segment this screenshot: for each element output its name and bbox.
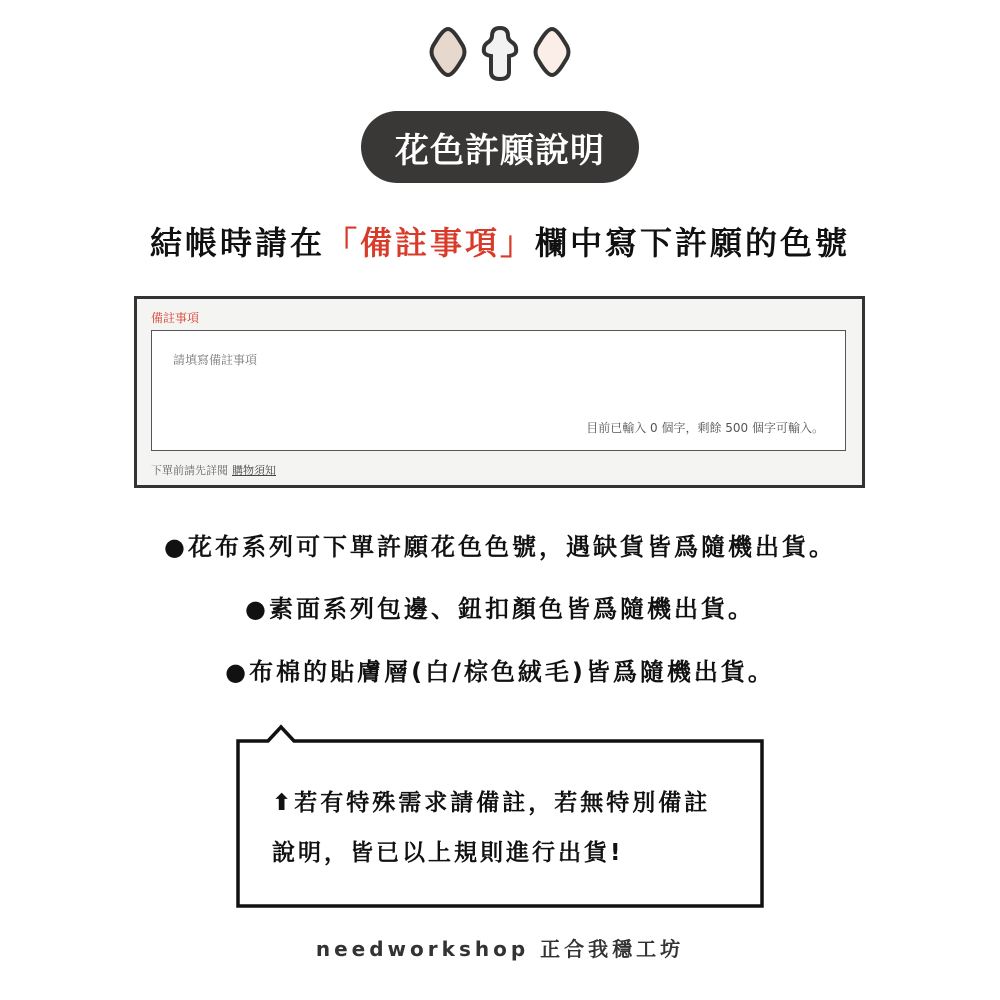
title-badge [361,111,639,183]
shopping-notice-link[interactable]: 購物須知 [232,464,276,477]
page-title: 花色許願說明 [395,130,605,171]
instruction-headline [0,218,1000,264]
note-footer-text: 下單前請先詳閱 [151,464,228,477]
diamond-pad-icon [532,24,572,80]
note-field-label: 備註事項 [151,311,200,325]
bullet-floral-series: ●花布系列可下單許願花色色號，遇缺貨皆爲隨機出貨。 [164,533,836,561]
bullet-plain-series: ●素面系列包邊、鈕扣顏色皆爲隨機出貨。 [245,595,755,623]
note-placeholder: 請填寫備註事項 [173,353,258,367]
pad-icons-row [0,24,1000,84]
callout-line-1: ⬆若有特殊需求請備註，若無特別備註 [272,790,711,816]
note-footer [151,462,276,478]
bullet-skin-layer: ●布棉的貼膚層(白/棕色絨毛)皆爲隨機出貨。 [225,658,775,686]
diamond-pad-icon [428,24,468,80]
note-form-example [134,296,865,488]
brand-footer: needworkshop 正合我穩工坊 [315,937,685,961]
callout-line-2: 說明，皆已以上規則進行出貨! [272,840,624,866]
note-textarea[interactable] [151,330,846,451]
character-counter: 目前已輸入 0 個字，剩餘 500 個字可輸入。 [586,421,824,435]
headline-before: 結帳時請在 [149,224,325,262]
callout-bubble [236,724,764,908]
headline-highlight: 「備註事項」 [324,224,535,262]
winged-pad-icon [480,24,520,84]
headline-after: 欄中寫下許願的色號 [535,224,851,262]
